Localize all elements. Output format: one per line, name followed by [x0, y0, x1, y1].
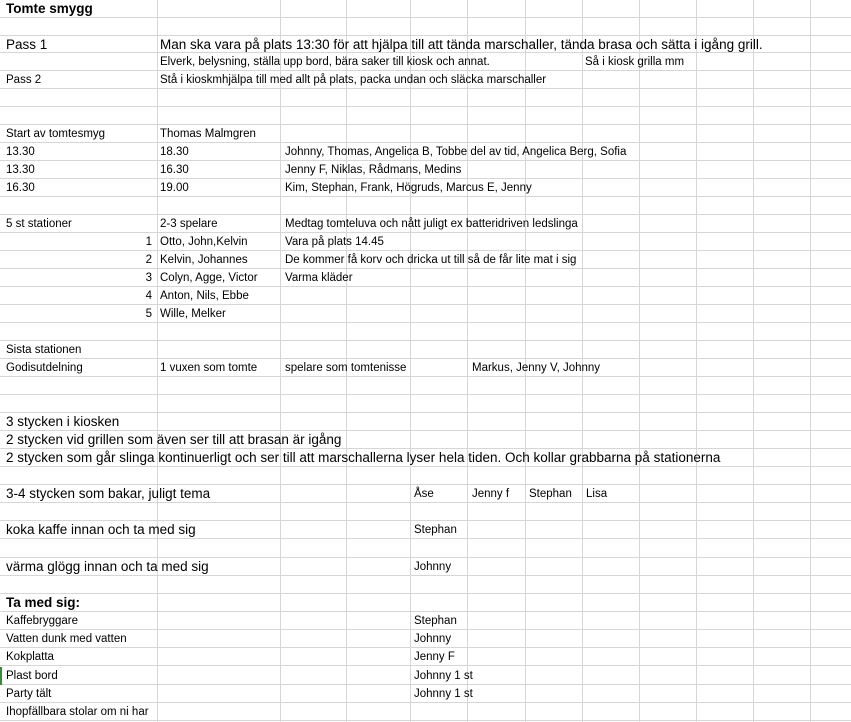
- station-names[interactable]: Anton, Nils, Ebbe: [160, 290, 249, 302]
- grid-row-line: [0, 376, 851, 377]
- bring-item[interactable]: Vatten dunk med vatten: [6, 633, 127, 645]
- last-station-label[interactable]: Sista stationen: [6, 344, 82, 356]
- shift-3-people[interactable]: Kim, Stephan, Frank, Högruds, Marcus E, Jenny: [285, 182, 532, 194]
- pass-1-tasks[interactable]: Elverk, belysning, ställa upp bord, bära saker till kiosk och annat.: [160, 56, 490, 68]
- grid-row-line: [0, 412, 851, 413]
- grid-column-line: [696, 0, 697, 722]
- station-names[interactable]: Colyn, Agge, Victor: [160, 272, 258, 284]
- grid-column-line: [810, 0, 811, 722]
- bring-item[interactable]: Kokplatta: [6, 651, 54, 663]
- bring-who[interactable]: Johnny 1 st: [414, 688, 473, 700]
- last-station-adult[interactable]: 1 vuxen som tomte: [160, 362, 258, 374]
- pass-2-label[interactable]: Pass 2: [6, 74, 42, 86]
- staff-note-patrol[interactable]: 2 stycken som går slinga kontinuerligt och ser till att marschallerna lyser hela tiden. Och kollar grabbarna på stationerna: [6, 450, 721, 465]
- glogg-task[interactable]: värma glögg innan och ta med sig: [6, 559, 209, 574]
- grid-row-line: [0, 322, 851, 323]
- baker-name[interactable]: Lisa: [586, 488, 608, 500]
- grid-row-line: [0, 17, 851, 18]
- station-number[interactable]: 2: [145, 254, 152, 266]
- bring-who[interactable]: Jenny F: [414, 651, 455, 663]
- shift-3-end[interactable]: 19.00: [160, 182, 189, 194]
- station-note[interactable]: Varma kläder: [285, 272, 353, 284]
- shift-1-start[interactable]: 13.30: [6, 146, 35, 158]
- station-names[interactable]: Wille, Melker: [160, 308, 226, 320]
- stations-label[interactable]: 5 st stationer: [6, 218, 72, 230]
- bring-item[interactable]: Kaffebryggare: [6, 615, 79, 627]
- pass-1-text[interactable]: Man ska vara på plats 13:30 för att hjälpa till att tända marschaller, tända brasa och sätta i igång grill.: [160, 37, 763, 52]
- pass-1-kiosk[interactable]: Så i kiosk grilla mm: [585, 56, 685, 68]
- grid-row-line: [0, 304, 851, 305]
- grid-row-line: [0, 124, 851, 125]
- bring-item[interactable]: Plast bord: [6, 670, 58, 682]
- shift-2-people[interactable]: Jenny F, Niklas, Rådmans, Medins: [285, 164, 462, 176]
- last-station-players[interactable]: spelare som tomtenisse: [285, 362, 407, 374]
- station-names[interactable]: Otto, John,Kelvin: [160, 236, 248, 248]
- last-station-people[interactable]: Markus, Jenny V, Johnny: [472, 362, 601, 374]
- baker-name[interactable]: Stephan: [529, 488, 572, 500]
- grid-row-line: [0, 358, 851, 359]
- start-label[interactable]: Start av tomtesmyg: [6, 128, 106, 140]
- glogg-person[interactable]: Johnny: [414, 561, 452, 573]
- shift-2-end[interactable]: 16.30: [160, 164, 189, 176]
- grid-row-line: [0, 593, 851, 594]
- grid-row-line: [0, 106, 851, 107]
- station-number[interactable]: 1: [145, 236, 152, 248]
- station-number[interactable]: 5: [145, 308, 152, 320]
- grid-column-line: [157, 0, 158, 722]
- station-names[interactable]: Kelvin, Johannes: [160, 254, 248, 266]
- grid-row-line: [0, 340, 851, 341]
- grid-column-line: [753, 0, 754, 722]
- grid-row-line: [0, 394, 851, 395]
- bring-who[interactable]: Stephan: [414, 615, 457, 627]
- baker-name[interactable]: Jenny f: [472, 488, 510, 500]
- shift-2-start[interactable]: 13.30: [6, 164, 35, 176]
- grid-column-line: [280, 0, 281, 722]
- shift-1-end[interactable]: 18.30: [160, 146, 189, 158]
- shift-3-start[interactable]: 16.30: [6, 182, 35, 194]
- bring-who[interactable]: Johnny 1 st: [414, 670, 473, 682]
- staff-note-grill[interactable]: 2 stycken vid grillen som även ser till att brasan är igång: [6, 432, 342, 447]
- station-note[interactable]: Vara på plats 14.45: [285, 236, 384, 248]
- staff-note-kiosk[interactable]: 3 stycken i kiosken: [6, 414, 120, 429]
- station-note[interactable]: De kommer få korv och dricka ut till så de får lite mat i sig: [285, 254, 577, 266]
- last-station-activity[interactable]: Godisutdelning: [6, 362, 83, 374]
- grid-row-line: [0, 286, 851, 287]
- pass-2-text[interactable]: Stå i kioskmhjälpa till med allt på plats, packa undan och släcka marschaller: [160, 74, 547, 86]
- bring-title[interactable]: Ta med sig:: [6, 595, 81, 610]
- bring-item[interactable]: Ihopfällbara stolar om ni har: [6, 706, 149, 718]
- grid-column-line: [410, 0, 411, 722]
- coffee-person[interactable]: Stephan: [414, 524, 457, 536]
- station-number[interactable]: 3: [145, 272, 152, 284]
- sheet-title[interactable]: Tomte smygg: [6, 1, 93, 16]
- active-cell-marker: [0, 667, 2, 685]
- coffee-task[interactable]: koka kaffe innan och ta med sig: [6, 522, 196, 537]
- stations-players[interactable]: 2-3 spelare: [160, 218, 218, 230]
- grid-column-line: [639, 0, 640, 722]
- shift-1-people[interactable]: Johnny, Thomas, Angelica B, Tobbe del av tid, Angelica Berg, Sofia: [285, 146, 627, 158]
- bakers-label[interactable]: 3-4 stycken som bakar, juligt tema: [6, 486, 211, 501]
- bring-who[interactable]: Johnny: [414, 633, 452, 645]
- station-number[interactable]: 4: [145, 290, 152, 302]
- baker-name[interactable]: Åse: [414, 488, 434, 500]
- stations-note[interactable]: Medtag tomteluva och nått juligt ex batteridriven ledslinga: [285, 218, 578, 230]
- bring-item[interactable]: Party tält: [6, 688, 52, 700]
- start-leader[interactable]: Thomas Malmgren: [160, 128, 256, 140]
- pass-1-label[interactable]: Pass 1: [6, 37, 48, 52]
- grid-column-line: [467, 0, 468, 722]
